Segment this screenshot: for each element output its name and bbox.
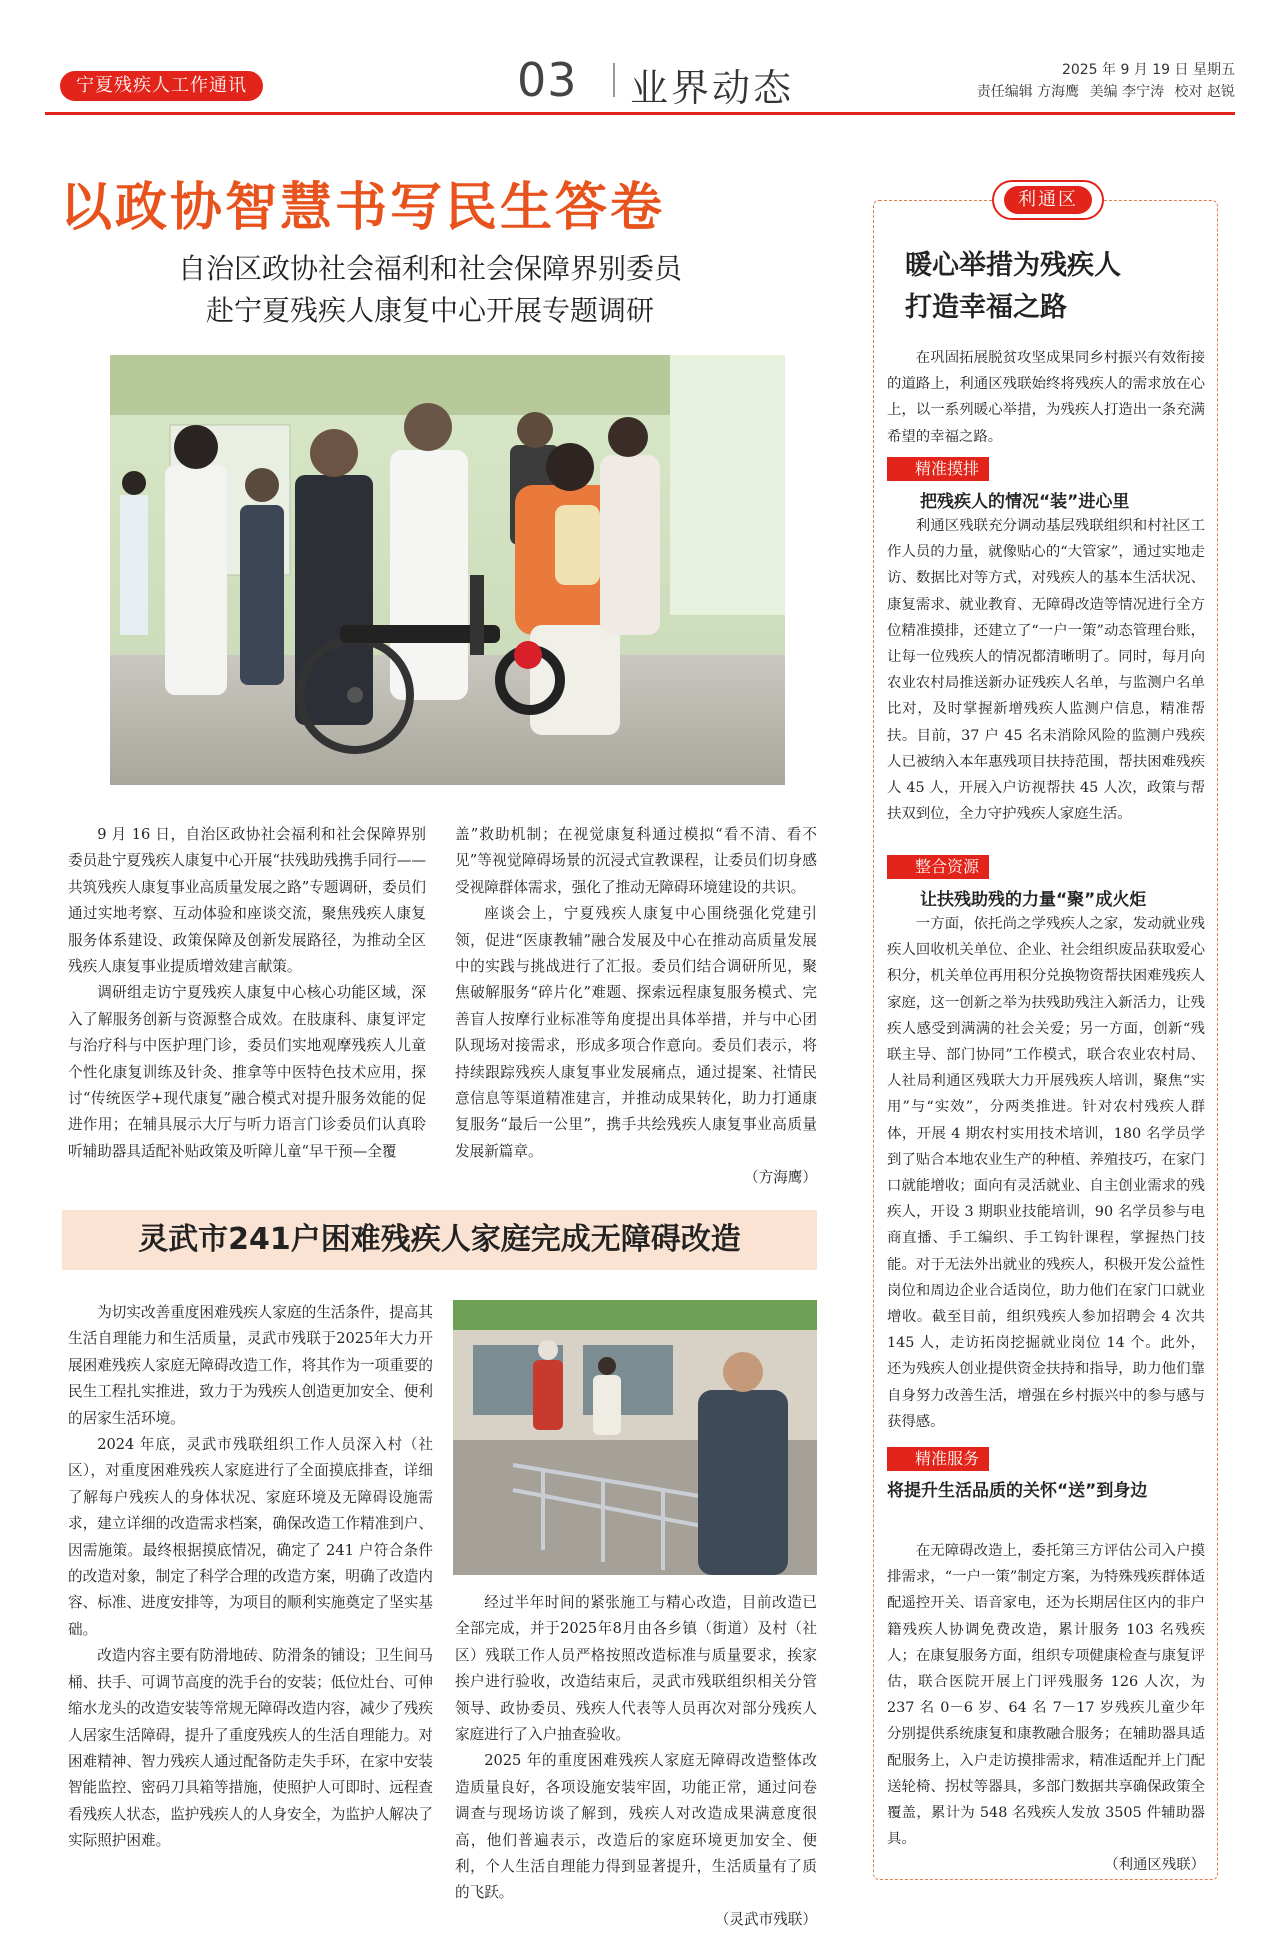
sidebar-headline-line-1: 暖心举措为残疾人 <box>905 250 1121 281</box>
section-label: 精准服务 <box>887 1447 989 1471</box>
section-label: 精准摸排 <box>887 457 989 481</box>
lead-column-2 <box>455 822 817 1192</box>
sidebar-paragraph: 利通区残联充分调动基层残联组织和村社区工作人员的力量，就像贴心的“大管家”，通过实地走访、数据比对等方式，对残疾人的基本生活状况、康复需求、就业教育、无障碍改造等情况进行全方位精准摸排，还建立了“一户一策”动态管理台账，让每一位残疾人的情况都清晰明了。同时，每月向农业农村局推送新办证残疾人名单，与监测户名单比对，及时掌握新增残疾人监测户信息，精准帮扶。目前，37 户 45 名未消除风险的监测户残疾人已被纳入本年惠残项目扶持范围，帮扶困难残疾人 45 人，开展入户访视帮扶 45 人次，政策与帮扶双到位，全力守护残疾人家庭生活。 <box>887 518 1205 823</box>
masthead-rule <box>45 112 1235 115</box>
lead-paragraph: 调研组走访宁夏残疾人康复中心核心功能区域，深入了解服务创新与资源整合成效。在肢康科、康复评定与治疗科与中医护理门诊，委员们实地观摩残疾人儿童个性化康复训练及针灸、推拿等中医特色技术应用，探讨“传统医学+现代康复”融合模式对提升服务效能的促进作用；在辅具展示大厅与听力语言门诊委员们认真聆听辅助器具适配补贴政策及听障儿童“早干预—全覆 <box>68 984 426 1160</box>
region-name: 利通区 <box>1004 186 1092 214</box>
editor-credits <box>971 81 1235 101</box>
sidebar-paragraph: 在无障碍改造上，委托第三方评估公司入户摸排需求，“一户一策”制定方案，为特殊残疾群体适配遥控开关、语音家电，还为长期居住区内的非户籍残疾人协调免费改造，累计服务 103 名残疾人；在康复服务方面，组织专项健康检查与康复评估，联合医院开展上门评残服务 126 人次，为 237 名 0－6 岁、64 名 7－17 岁残疾儿童少年分别提供系统康复和康教融合服务；在辅助器具适配服务上，入户走访摸排需求，精准适配并上门配送轮椅、拐杖等器具，多部门数据共享确保政策全覆盖，累计为 548 名残疾人发放 3505 件辅助器具。 <box>887 1543 1205 1848</box>
article2-paragraph: 改造内容主要有防滑地砖、防滑条的铺设；卫生间马桶、扶手、可调节高度的洗手台的安装；低位灶台、可伸缩水龙头的改造安装等常规无障碍改造内容，减少了残疾人居家生活障碍，提升了重度残疾人的生活自理能力。对困难精神、智力残疾人通过配备防走失手环，在家中安装智能监控、密码刀具箱等措施，使照护人可即时、远程查看残疾人状态，监护残疾人的人身安全，为监护人解决了实际照护困难。 <box>68 1647 433 1850</box>
lead-paragraph-continued: 盖”救助机制；在视觉康复科通过模拟“看不清、看不见”等视觉障碍场景的沉浸式宣教课程，让委员们切身感受视障群体需求，强化了推动无障碍环境建设的共识。 <box>455 826 817 896</box>
lead-subheadline <box>100 248 760 332</box>
editor-credit: 责任编辑 方海鹰 <box>976 84 1080 100</box>
section-label: 整合资源 <box>887 855 989 879</box>
region-badge <box>992 180 1104 220</box>
article2-photo-illustration <box>453 1300 817 1575</box>
article2-paragraph: 经过半年时间的紧张施工与精心改造，目前改造已全部完成，并于2025年8月由各乡镇（街道）及村（社区）残联工作人员严格按照改造标准与质量要求，挨家挨户进行验收，改造结束后，灵武市残联组织相关分管领导、政协委员、残疾人代表等人员再次对部分残疾人家庭进行了入户抽查验收。 <box>455 1594 817 1744</box>
sidebar-byline: （利通区残联） <box>1104 1857 1205 1874</box>
article2-column-2 <box>455 1590 817 1933</box>
sidebar-headline <box>905 245 1205 329</box>
lead-subheadline-line-2: 赴宁夏残疾人康复中心开展专题调研 <box>205 294 654 327</box>
masthead-divider <box>613 63 615 97</box>
lead-byline: （方海鹰） <box>744 1169 817 1187</box>
section-body <box>887 911 1205 1435</box>
proofreader-credit: 校对 赵锐 <box>1174 84 1235 100</box>
article2-column-1 <box>68 1300 433 1855</box>
article2-paragraph: 2025 年的重度困难残疾人家庭无障碍改造整体改造质量良好，各项设施安装牢固，功能正常，通过问卷调查与现场访谈了解到，残疾人对改造成果满意度很高，他们普遍表示，改造后的家庭环境更加安全、便利，个人生活自理能力得到显著提升，生活质量有了质的飞跃。 <box>455 1752 817 1902</box>
issue-date: 2025 年 9 月 19 日 星期五 <box>1061 62 1235 78</box>
lead-headline: 以政协智慧书写民生答卷 <box>60 178 666 238</box>
section-body <box>887 513 1205 827</box>
lead-photo <box>110 355 785 785</box>
section-body <box>887 1538 1205 1879</box>
article2-headline: 灵武市241户困难残疾人家庭完成无障碍改造 <box>138 1222 741 1257</box>
article2-paragraph: 2024 年底，灵武市残联组织工作人员深入村（社区），对重度困难残疾人家庭进行了全面摸底排查，详细了解每户残疾人的身体状况、家庭环境及无障碍设施需求，建立详细的改造需求档案，确保改造工作精准到户、因需施策。最终根据摸底情况，确定了 241 户符合条件的改造对象，制定了科学合理的改造方案，明确了改造内容、标准、进度安排等，为项目的顺利实施奠定了坚实基础。 <box>68 1436 433 1638</box>
lead-paragraph: 9 月 16 日，自治区政协社会福利和社会保障界别委员赴宁夏残疾人康复中心开展“扶残助残携手同行——共筑残疾人康复事业高质量发展之路”专题调研，委员们通过实地考察、互动体验和座谈交流，聚焦残疾人康复服务体系建设、政策保障及创新发展路径，为推动全区残疾人康复事业提质增效建言献策。 <box>68 826 426 976</box>
section-heading: 让扶残助残的力量“聚”成火炬 <box>920 890 1147 910</box>
lead-subheadline-line-1: 自治区政协社会福利和社会保障界别委员 <box>177 252 682 285</box>
masthead <box>45 55 1235 115</box>
sidebar-intro <box>887 345 1205 450</box>
sidebar-headline-line-2: 打造幸福之路 <box>905 292 1067 323</box>
section-name: 业界动态 <box>630 66 795 110</box>
sidebar-paragraph: 一方面，依托尚之学残疾人之家，发动就业残疾人回收机关单位、企业、社会组织废品获取爱心积分，机关单位再用积分兑换物资帮扶困难残疾人家庭，这一创新之举为扶残助残注入新活力，让残疾人感受到满满的社会关爱；另一方面，创新“残联主导、部门协同”工作模式，联合农业农村局、人社局利通区残联大力开展残疾人培训，聚焦“实用”与“实效”，分两类推进。针对农村残疾人群体，开展 4 期农村实用技术培训，180 名学员学到了贴合本地农业生产的种植、养殖技巧，在家门口就能增收；面向有灵活就业、自主创业需求的残疾人，开设 3 期职业技能培训，90 名学员参与电商直播、手工编织、手工钩针课程，掌握热门技能。对于无法外出就业的残疾人，积极开发公益性岗位和周边企业合适岗位，助力他们在家门口就业增收。截至目前，组织残疾人参加招聘会 4 次共 145 人，走访拓岗挖掘就业岗位 14 个。此外，还为残疾人创业提供资金扶持和指导，助力他们靠自身努力改善生活，增强在乡村振兴中的参与感与获得感。 <box>887 916 1205 1430</box>
lead-photo-illustration <box>110 355 785 785</box>
designer-credit: 美编 李宁涛 <box>1089 84 1165 100</box>
page-number: 03 <box>517 53 578 107</box>
article2-byline: （灵武市残联） <box>714 1910 817 1928</box>
publication-name: 宁夏残疾人工作通讯 <box>60 71 263 101</box>
section-heading: 将提升生活品质的关怀“送”到身边 <box>887 1481 1148 1501</box>
sidebar-paragraph: 在巩固拓展脱贫攻坚成果同乡村振兴有效衔接的道路上，利通区残联始终将残疾人的需求放在心上，以一系列暖心举措，为残疾人打造出一条充满希望的幸福之路。 <box>887 350 1205 445</box>
article2-paragraph: 为切实改善重度困难残疾人家庭的生活条件，提高其生活自理能力和生活质量，灵武市残联于2025年大力开展困难残疾人家庭无障碍改造工作，将其作为一项重要的民生工程扎实推进，致力于为残疾人创造更加安全、便利的居家生活环境。 <box>68 1304 433 1427</box>
article2-photo <box>453 1300 817 1575</box>
lead-paragraph: 座谈会上，宁夏残疾人康复中心围绕强化党建引领，促进“医康教辅”融合发展及中心在推动高质量发展中的实践与挑战进行了汇报。委员们结合调研所见，聚焦破解服务“碎片化”难题、探索远程康复服务模式、完善盲人按摩行业标准等角度提出具体举措，并与中心团队现场对接需求，形成多项合作意向。委员们表示，将持续跟踪残疾人康复事业发展痛点，通过提案、社情民意信息等渠道精准建言，并推动成果转化，助力打通康复服务“最后一公里”，携手共绘残疾人康复事业高质量发展新篇章。 <box>455 905 817 1160</box>
section-heading: 把残疾人的情况“装”进心里 <box>920 492 1130 512</box>
lead-column-1 <box>68 822 426 1165</box>
